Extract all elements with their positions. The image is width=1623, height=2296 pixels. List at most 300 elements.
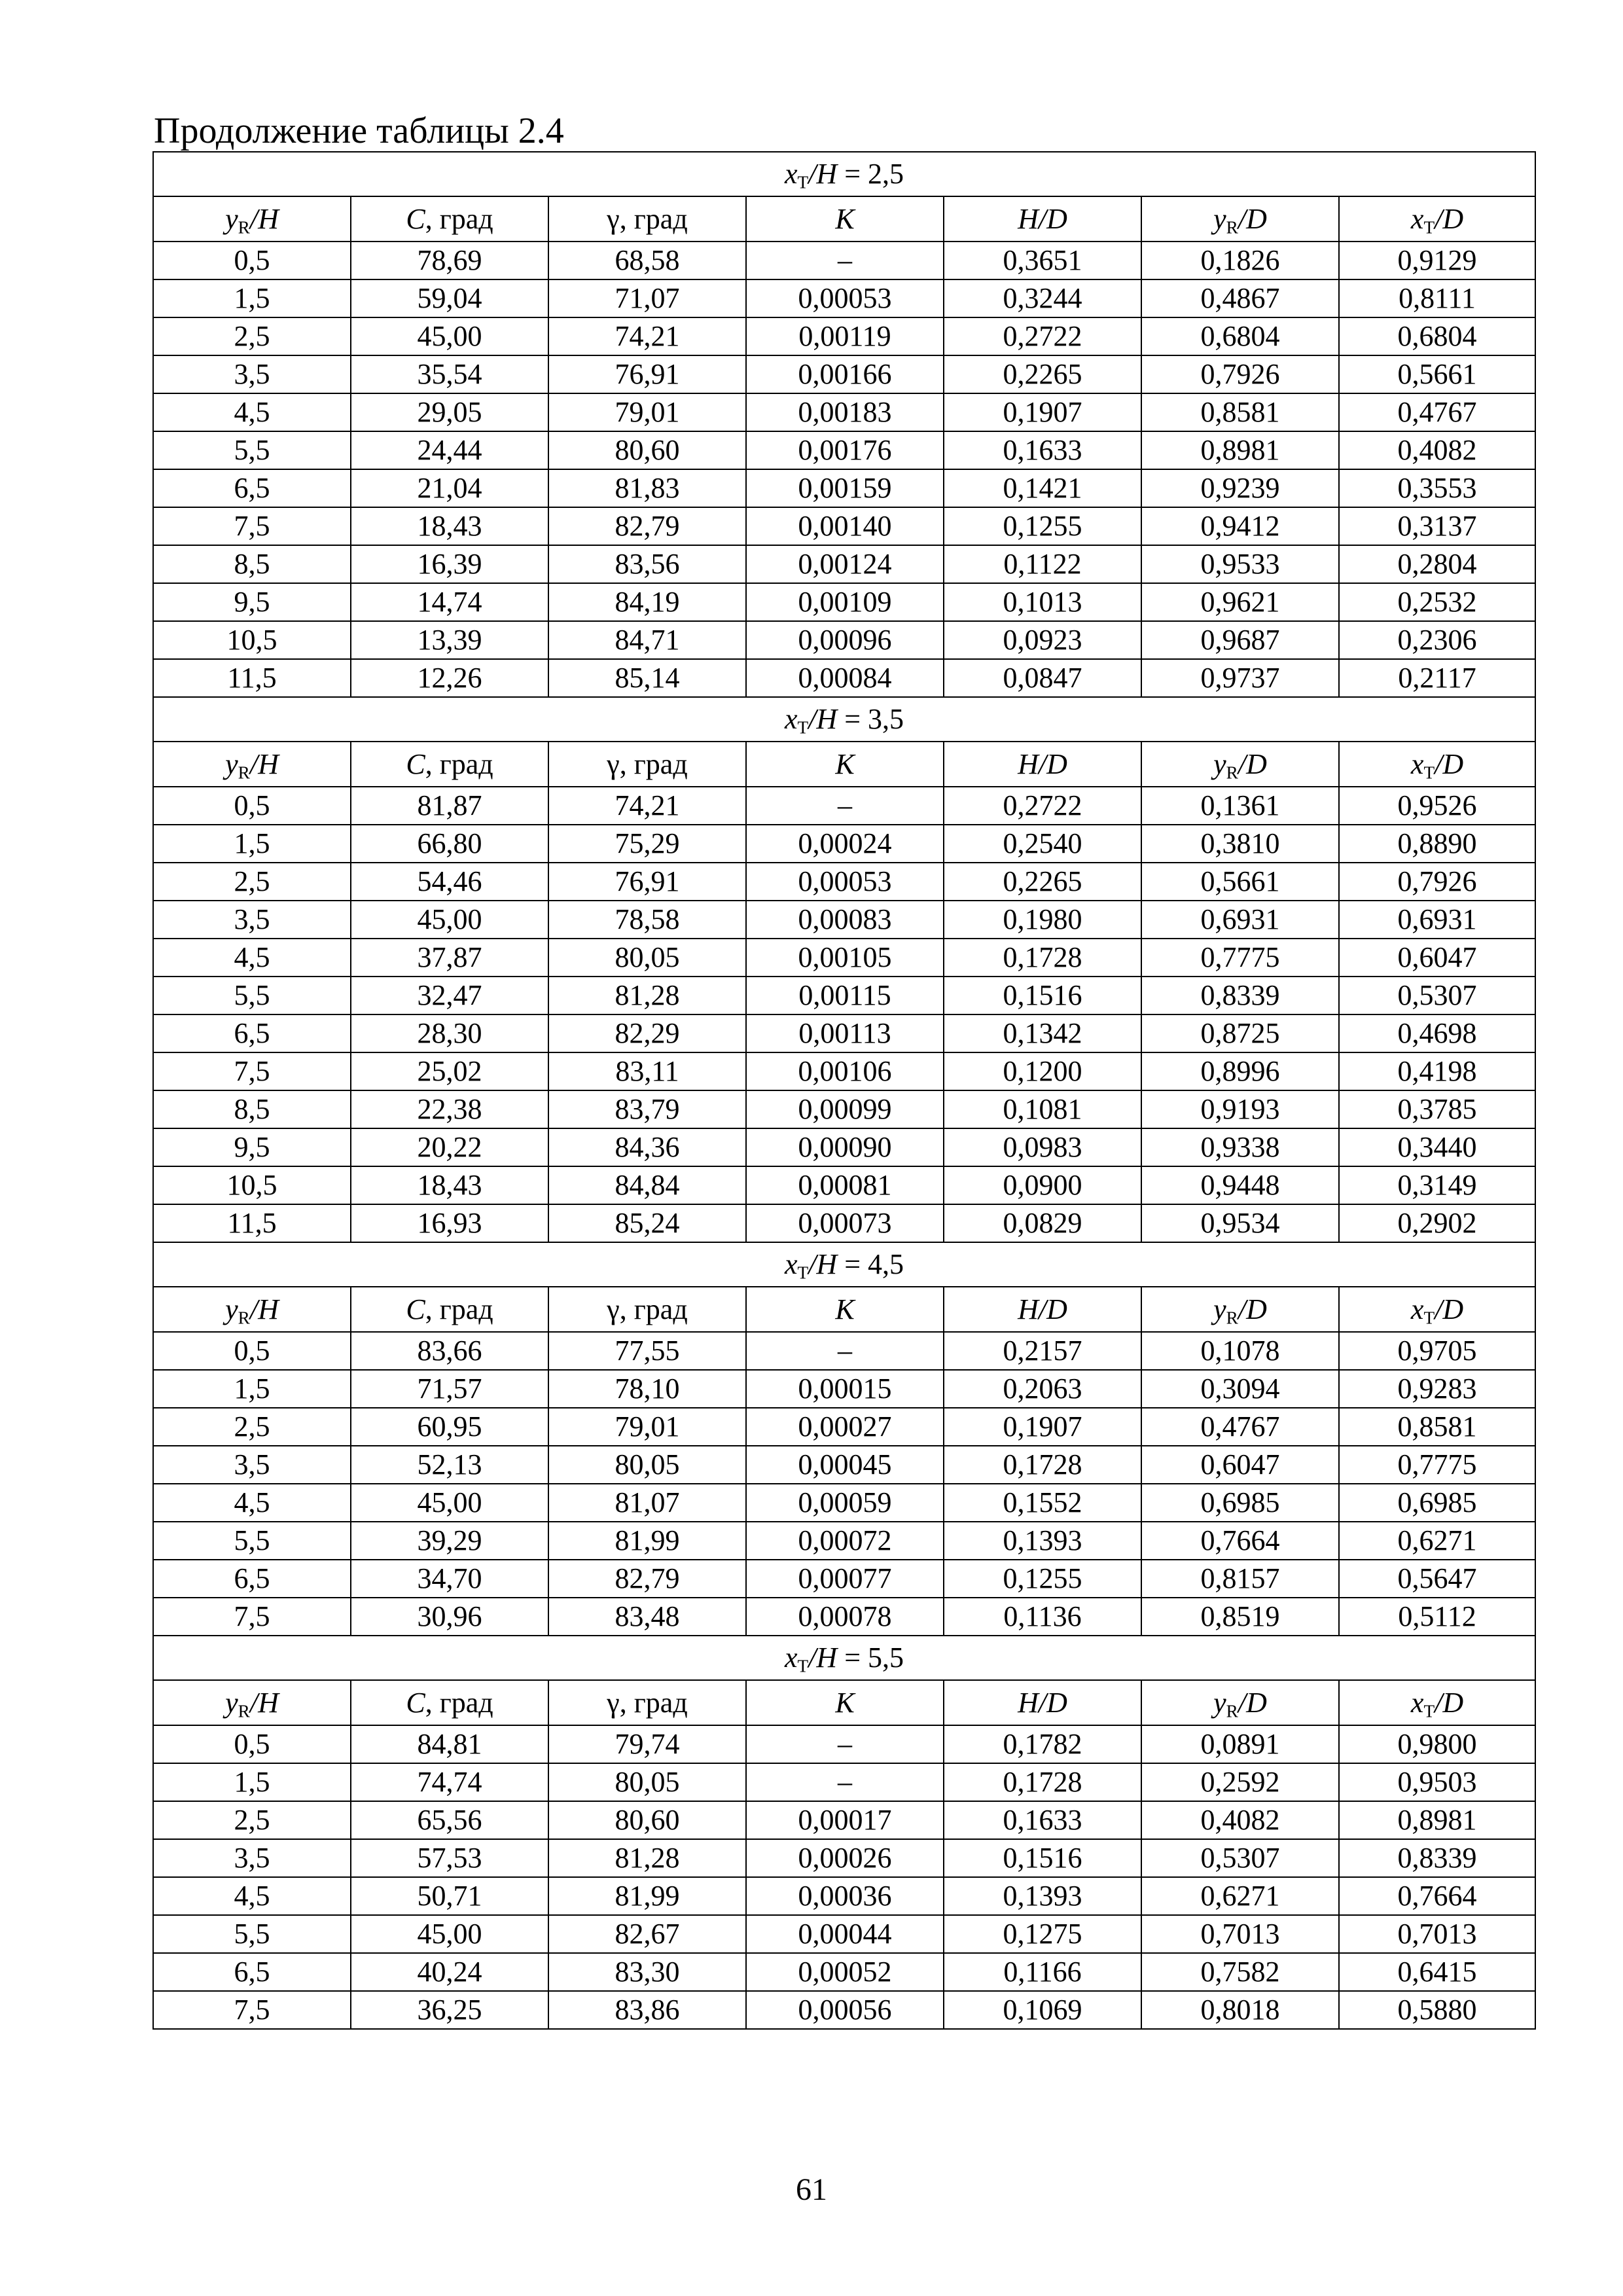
cell-xt-d: 0,2532 [1339, 583, 1535, 621]
table-row [153, 1204, 1535, 1242]
cell-k: 0,00096 [746, 621, 944, 659]
group-var-sub: T [797, 1656, 809, 1676]
cell-h-d: 0,1275 [944, 1915, 1141, 1953]
cell-c-angle: 30,96 [351, 1598, 548, 1636]
cell-yr-h: 7,5 [153, 1052, 351, 1090]
column-header-xt-d: $x_T/D$ [1339, 196, 1535, 242]
group-var-denom: /H [808, 1641, 838, 1674]
table-row [153, 1953, 1535, 1991]
cell-c-angle: 21,04 [351, 469, 548, 507]
table-row [153, 1014, 1535, 1052]
cell-h-d: 0,0923 [944, 621, 1141, 659]
cell-c-angle: 20,22 [351, 1128, 548, 1166]
column-header-gamma-angle: γ, град [548, 196, 746, 242]
cell-c-angle: 36,25 [351, 1991, 548, 2029]
cell-k: 0,00036 [746, 1877, 944, 1915]
cell-yr-h: 0,5 [153, 1725, 351, 1763]
cell-xt-d: 0,2804 [1339, 545, 1535, 583]
cell-xt-d: 0,2902 [1339, 1204, 1535, 1242]
group-var: x [785, 703, 798, 735]
cell-yr-h: 10,5 [153, 1166, 351, 1204]
cell-yr-h: 6,5 [153, 469, 351, 507]
group-value: = 3,5 [837, 703, 904, 735]
cell-xt-d: 0,3149 [1339, 1166, 1535, 1204]
table-row [153, 901, 1535, 939]
cell-c-angle: 66,80 [351, 825, 548, 863]
table-row [153, 1522, 1535, 1560]
cell-yr-d: 0,0891 [1141, 1725, 1339, 1763]
table-row [153, 1991, 1535, 2029]
cell-yr-d: 0,1826 [1141, 242, 1339, 279]
column-header-yr-h: $y_R/H$ [153, 742, 351, 787]
cell-gamma-angle: 83,48 [548, 1598, 746, 1636]
cell-h-d: 0,2722 [944, 317, 1141, 355]
cell-gamma-angle: 83,86 [548, 1991, 746, 2029]
cell-yr-d: 0,5661 [1141, 863, 1339, 901]
cell-xt-d: 0,5647 [1339, 1560, 1535, 1598]
cell-yr-d: 0,8996 [1141, 1052, 1339, 1090]
cell-h-d: 0,1013 [944, 583, 1141, 621]
cell-k: 0,00015 [746, 1370, 944, 1408]
cell-yr-h: 5,5 [153, 1915, 351, 1953]
column-header-yr-h: $y_R/H$ [153, 196, 351, 242]
cell-yr-h: 1,5 [153, 1370, 351, 1408]
table-row [153, 1877, 1535, 1915]
cell-yr-d: 0,8157 [1141, 1560, 1339, 1598]
cell-h-d: 0,1342 [944, 1014, 1141, 1052]
cell-k: 0,00159 [746, 469, 944, 507]
cell-xt-d: 0,6985 [1339, 1484, 1535, 1522]
group-header-row [153, 1242, 1535, 1287]
cell-c-angle: 16,93 [351, 1204, 548, 1242]
cell-k: 0,00084 [746, 659, 944, 697]
column-header-yr-d: $y_R/D$ [1141, 196, 1339, 242]
cell-yr-d: 0,3810 [1141, 825, 1339, 863]
cell-h-d: 0,1081 [944, 1090, 1141, 1128]
table-row [153, 242, 1535, 279]
cell-xt-d: 0,5661 [1339, 355, 1535, 393]
cell-xt-d: 0,9503 [1339, 1763, 1535, 1801]
table-row [153, 1128, 1535, 1166]
cell-gamma-angle: 76,91 [548, 863, 746, 901]
cell-yr-d: 0,7582 [1141, 1953, 1339, 1991]
cell-gamma-angle: 80,60 [548, 431, 746, 469]
cell-c-angle: 57,53 [351, 1839, 548, 1877]
cell-gamma-angle: 83,30 [548, 1953, 746, 1991]
cell-c-angle: 18,43 [351, 507, 548, 545]
cell-yr-h: 1,5 [153, 279, 351, 317]
cell-k: 0,00106 [746, 1052, 944, 1090]
cell-yr-h: 5,5 [153, 1522, 351, 1560]
cell-gamma-angle: 68,58 [548, 242, 746, 279]
group-value: = 2,5 [837, 158, 904, 190]
cell-gamma-angle: 78,58 [548, 901, 746, 939]
cell-k: 0,00119 [746, 317, 944, 355]
cell-c-angle: 71,57 [351, 1370, 548, 1408]
cell-h-d: 0,1200 [944, 1052, 1141, 1090]
cell-k: 0,00113 [746, 1014, 944, 1052]
table-row [153, 1839, 1535, 1877]
cell-yr-h: 4,5 [153, 939, 351, 977]
cell-yr-d: 0,7926 [1141, 355, 1339, 393]
cell-yr-h: 6,5 [153, 1560, 351, 1598]
cell-c-angle: 40,24 [351, 1953, 548, 1991]
table-row [153, 939, 1535, 977]
table-row [153, 1763, 1535, 1801]
cell-xt-d: 0,8111 [1339, 279, 1535, 317]
group-var: x [785, 1248, 798, 1280]
cell-h-d: 0,1421 [944, 469, 1141, 507]
cell-xt-d: 0,7775 [1339, 1446, 1535, 1484]
page-number: 61 [796, 2172, 827, 2207]
cell-yr-h: 4,5 [153, 393, 351, 431]
cell-c-angle: 28,30 [351, 1014, 548, 1052]
cell-yr-h: 6,5 [153, 1953, 351, 1991]
cell-c-angle: 50,71 [351, 1877, 548, 1915]
cell-h-d: 0,0829 [944, 1204, 1141, 1242]
cell-yr-d: 0,9533 [1141, 545, 1339, 583]
cell-k: – [746, 1332, 944, 1370]
table-row [153, 977, 1535, 1014]
cell-yr-h: 2,5 [153, 1801, 351, 1839]
cell-h-d: 0,1633 [944, 1801, 1141, 1839]
table-row [153, 1090, 1535, 1128]
cell-yr-d: 0,2592 [1141, 1763, 1339, 1801]
cell-k: 0,00166 [746, 355, 944, 393]
cell-h-d: 0,2540 [944, 825, 1141, 863]
cell-c-angle: 22,38 [351, 1090, 548, 1128]
cell-gamma-angle: 82,29 [548, 1014, 746, 1052]
cell-k: 0,00017 [746, 1801, 944, 1839]
table-row [153, 1598, 1535, 1636]
cell-gamma-angle: 83,79 [548, 1090, 746, 1128]
cell-yr-h: 2,5 [153, 317, 351, 355]
table-row [153, 393, 1535, 431]
group-value: = 4,5 [837, 1248, 904, 1280]
cell-h-d: 0,1136 [944, 1598, 1141, 1636]
cell-yr-h: 3,5 [153, 355, 351, 393]
cell-k: 0,00027 [746, 1408, 944, 1446]
cell-gamma-angle: 81,99 [548, 1877, 746, 1915]
cell-gamma-angle: 82,79 [548, 507, 746, 545]
cell-k: 0,00081 [746, 1166, 944, 1204]
cell-yr-h: 4,5 [153, 1877, 351, 1915]
cell-h-d: 0,1122 [944, 545, 1141, 583]
cell-k: 0,00052 [746, 1953, 944, 1991]
cell-c-angle: 45,00 [351, 1484, 548, 1522]
cell-yr-d: 0,6047 [1141, 1446, 1339, 1484]
cell-yr-h: 6,5 [153, 1014, 351, 1052]
group-var: x [785, 158, 798, 190]
cell-gamma-angle: 75,29 [548, 825, 746, 863]
cell-h-d: 0,1516 [944, 977, 1141, 1014]
column-header-h-d: H/D [944, 1287, 1141, 1332]
cell-yr-d: 0,8519 [1141, 1598, 1339, 1636]
cell-yr-d: 0,9193 [1141, 1090, 1339, 1128]
cell-yr-d: 0,9621 [1141, 583, 1339, 621]
cell-h-d: 0,0900 [944, 1166, 1141, 1204]
cell-yr-d: 0,1361 [1141, 787, 1339, 825]
cell-c-angle: 29,05 [351, 393, 548, 431]
table-row [153, 1801, 1535, 1839]
cell-h-d: 0,0983 [944, 1128, 1141, 1166]
cell-k: 0,00073 [746, 1204, 944, 1242]
cell-k: 0,00053 [746, 279, 944, 317]
cell-gamma-angle: 74,21 [548, 787, 746, 825]
cell-yr-h: 0,5 [153, 1332, 351, 1370]
cell-h-d: 0,1255 [944, 507, 1141, 545]
cell-c-angle: 81,87 [351, 787, 548, 825]
cell-k: 0,00026 [746, 1839, 944, 1877]
cell-gamma-angle: 84,19 [548, 583, 746, 621]
group-header [153, 697, 1535, 742]
cell-xt-d: 0,7013 [1339, 1915, 1535, 1953]
cell-c-angle: 45,00 [351, 1915, 548, 1953]
column-header-xt-d: $x_T/D$ [1339, 1287, 1535, 1332]
cell-xt-d: 0,5112 [1339, 1598, 1535, 1636]
table-row [153, 621, 1535, 659]
cell-gamma-angle: 85,24 [548, 1204, 746, 1242]
cell-k: 0,00109 [746, 583, 944, 621]
column-header-c-angle: C, град [351, 1287, 548, 1332]
cell-yr-d: 0,8581 [1141, 393, 1339, 431]
cell-c-angle: 84,81 [351, 1725, 548, 1763]
cell-k: – [746, 242, 944, 279]
column-header-row [153, 742, 1535, 787]
cell-c-angle: 60,95 [351, 1408, 548, 1446]
cell-xt-d: 0,9283 [1339, 1370, 1535, 1408]
cell-yr-h: 8,5 [153, 1090, 351, 1128]
table-row [153, 787, 1535, 825]
cell-yr-h: 3,5 [153, 1839, 351, 1877]
table-row [153, 1408, 1535, 1446]
cell-c-angle: 34,70 [351, 1560, 548, 1598]
cell-k: 0,00045 [746, 1446, 944, 1484]
group-var-sub: T [797, 1263, 809, 1283]
column-header-gamma-angle: γ, град [548, 1287, 746, 1332]
cell-yr-h: 8,5 [153, 545, 351, 583]
cell-h-d: 0,1728 [944, 1763, 1141, 1801]
table-row [153, 1915, 1535, 1953]
cell-h-d: 0,2722 [944, 787, 1141, 825]
cell-h-d: 0,1907 [944, 1408, 1141, 1446]
column-header-k: K [746, 1680, 944, 1725]
cell-h-d: 0,1393 [944, 1877, 1141, 1915]
column-header-yr-h: $y_R/H$ [153, 1287, 351, 1332]
cell-gamma-angle: 84,71 [548, 621, 746, 659]
cell-k: – [746, 1763, 944, 1801]
cell-xt-d: 0,7664 [1339, 1877, 1535, 1915]
cell-k: 0,00140 [746, 507, 944, 545]
cell-k: 0,00072 [746, 1522, 944, 1560]
cell-xt-d: 0,9129 [1339, 242, 1535, 279]
cell-yr-d: 0,7775 [1141, 939, 1339, 977]
cell-yr-d: 0,6931 [1141, 901, 1339, 939]
cell-xt-d: 0,3785 [1339, 1090, 1535, 1128]
cell-gamma-angle: 77,55 [548, 1332, 746, 1370]
cell-gamma-angle: 80,05 [548, 939, 746, 977]
cell-gamma-angle: 84,36 [548, 1128, 746, 1166]
cell-xt-d: 0,2306 [1339, 621, 1535, 659]
cell-c-angle: 32,47 [351, 977, 548, 1014]
table-row [153, 355, 1535, 393]
column-header-yr-d: $y_R/D$ [1141, 1287, 1339, 1332]
cell-xt-d: 0,9705 [1339, 1332, 1535, 1370]
cell-xt-d: 0,4082 [1339, 431, 1535, 469]
table-row [153, 1725, 1535, 1763]
cell-yr-d: 0,8981 [1141, 431, 1339, 469]
cell-xt-d: 0,3137 [1339, 507, 1535, 545]
table-row [153, 1560, 1535, 1598]
cell-yr-d: 0,7013 [1141, 1915, 1339, 1953]
group-header-row [153, 1636, 1535, 1680]
cell-yr-h: 3,5 [153, 1446, 351, 1484]
cell-gamma-angle: 83,11 [548, 1052, 746, 1090]
cell-yr-h: 1,5 [153, 1763, 351, 1801]
cell-k: 0,00024 [746, 825, 944, 863]
cell-gamma-angle: 78,10 [548, 1370, 746, 1408]
cell-yr-h: 7,5 [153, 1991, 351, 2029]
group-var-denom: /H [808, 158, 838, 190]
cell-gamma-angle: 81,07 [548, 1484, 746, 1522]
cell-h-d: 0,1166 [944, 1953, 1141, 1991]
cell-xt-d: 0,2117 [1339, 659, 1535, 697]
cell-c-angle: 12,26 [351, 659, 548, 697]
cell-xt-d: 0,5307 [1339, 977, 1535, 1014]
cell-k: 0,00059 [746, 1484, 944, 1522]
table-row [153, 279, 1535, 317]
table-row [153, 507, 1535, 545]
cell-c-angle: 54,46 [351, 863, 548, 901]
cell-c-angle: 25,02 [351, 1052, 548, 1090]
cell-gamma-angle: 79,01 [548, 1408, 746, 1446]
cell-yr-d: 0,6804 [1141, 317, 1339, 355]
group-var-denom: /H [808, 703, 838, 735]
cell-xt-d: 0,7926 [1339, 863, 1535, 901]
table-row [153, 431, 1535, 469]
cell-k: 0,00176 [746, 431, 944, 469]
cell-h-d: 0,2265 [944, 863, 1141, 901]
cell-yr-d: 0,8725 [1141, 1014, 1339, 1052]
cell-gamma-angle: 83,56 [548, 545, 746, 583]
cell-c-angle: 52,13 [351, 1446, 548, 1484]
cell-yr-d: 0,9534 [1141, 1204, 1339, 1242]
cell-c-angle: 39,29 [351, 1522, 548, 1560]
cell-yr-d: 0,1078 [1141, 1332, 1339, 1370]
cell-gamma-angle: 79,74 [548, 1725, 746, 1763]
cell-gamma-angle: 76,91 [548, 355, 746, 393]
group-var: x [785, 1641, 798, 1674]
cell-yr-d: 0,7664 [1141, 1522, 1339, 1560]
cell-c-angle: 24,44 [351, 431, 548, 469]
column-header-row [153, 1680, 1535, 1725]
cell-k: 0,00053 [746, 863, 944, 901]
cell-k: – [746, 1725, 944, 1763]
cell-k: 0,00115 [746, 977, 944, 1014]
cell-yr-h: 4,5 [153, 1484, 351, 1522]
cell-k: 0,00078 [746, 1598, 944, 1636]
cell-gamma-angle: 71,07 [548, 279, 746, 317]
cell-yr-h: 9,5 [153, 1128, 351, 1166]
table-row [153, 825, 1535, 863]
cell-xt-d: 0,6415 [1339, 1953, 1535, 1991]
cell-h-d: 0,1980 [944, 901, 1141, 939]
cell-gamma-angle: 84,84 [548, 1166, 746, 1204]
group-header-row [153, 697, 1535, 742]
cell-yr-h: 0,5 [153, 787, 351, 825]
cell-k: 0,00090 [746, 1128, 944, 1166]
column-header-xt-d: $x_T/D$ [1339, 742, 1535, 787]
cell-h-d: 0,0847 [944, 659, 1141, 697]
group-header [153, 1242, 1535, 1287]
cell-h-d: 0,2265 [944, 355, 1141, 393]
cell-yr-h: 2,5 [153, 1408, 351, 1446]
cell-yr-d: 0,9448 [1141, 1166, 1339, 1204]
column-header-row [153, 1287, 1535, 1332]
table-row [153, 1446, 1535, 1484]
table-row [153, 1370, 1535, 1408]
table-row [153, 1332, 1535, 1370]
cell-c-angle: 74,74 [351, 1763, 548, 1801]
cell-yr-h: 5,5 [153, 431, 351, 469]
cell-yr-d: 0,9687 [1141, 621, 1339, 659]
column-header-k: K [746, 1287, 944, 1332]
table-row [153, 1052, 1535, 1090]
group-var-sub: T [797, 172, 809, 192]
cell-yr-d: 0,6985 [1141, 1484, 1339, 1522]
cell-h-d: 0,3651 [944, 242, 1141, 279]
cell-yr-d: 0,9239 [1141, 469, 1339, 507]
cell-xt-d: 0,3553 [1339, 469, 1535, 507]
cell-yr-d: 0,9338 [1141, 1128, 1339, 1166]
cell-h-d: 0,1907 [944, 393, 1141, 431]
cell-xt-d: 0,6047 [1339, 939, 1535, 977]
cell-xt-d: 0,4198 [1339, 1052, 1535, 1090]
cell-k: 0,00105 [746, 939, 944, 977]
cell-c-angle: 35,54 [351, 355, 548, 393]
cell-h-d: 0,3244 [944, 279, 1141, 317]
cell-gamma-angle: 81,99 [548, 1522, 746, 1560]
cell-h-d: 0,1633 [944, 431, 1141, 469]
group-header [153, 1636, 1535, 1680]
column-header-k: K [746, 742, 944, 787]
cell-gamma-angle: 79,01 [548, 393, 746, 431]
column-header-c-angle: C, град [351, 1680, 548, 1725]
column-header-k: K [746, 196, 944, 242]
cell-yr-h: 0,5 [153, 242, 351, 279]
cell-xt-d: 0,6271 [1339, 1522, 1535, 1560]
cell-yr-h: 10,5 [153, 621, 351, 659]
cell-h-d: 0,1069 [944, 1991, 1141, 2029]
cell-gamma-angle: 81,83 [548, 469, 746, 507]
cell-yr-d: 0,4867 [1141, 279, 1339, 317]
column-header-h-d: H/D [944, 1680, 1141, 1725]
cell-c-angle: 45,00 [351, 901, 548, 939]
cell-gamma-angle: 80,05 [548, 1763, 746, 1801]
cell-gamma-angle: 82,79 [548, 1560, 746, 1598]
cell-yr-h: 5,5 [153, 977, 351, 1014]
table-row [153, 469, 1535, 507]
cell-yr-h: 9,5 [153, 583, 351, 621]
cell-xt-d: 0,4698 [1339, 1014, 1535, 1052]
cell-h-d: 0,1728 [944, 1446, 1141, 1484]
cell-k: 0,00077 [746, 1560, 944, 1598]
table-row [153, 863, 1535, 901]
cell-gamma-angle: 85,14 [548, 659, 746, 697]
cell-yr-h: 7,5 [153, 507, 351, 545]
column-header-gamma-angle: γ, град [548, 1680, 746, 1725]
cell-h-d: 0,2157 [944, 1332, 1141, 1370]
